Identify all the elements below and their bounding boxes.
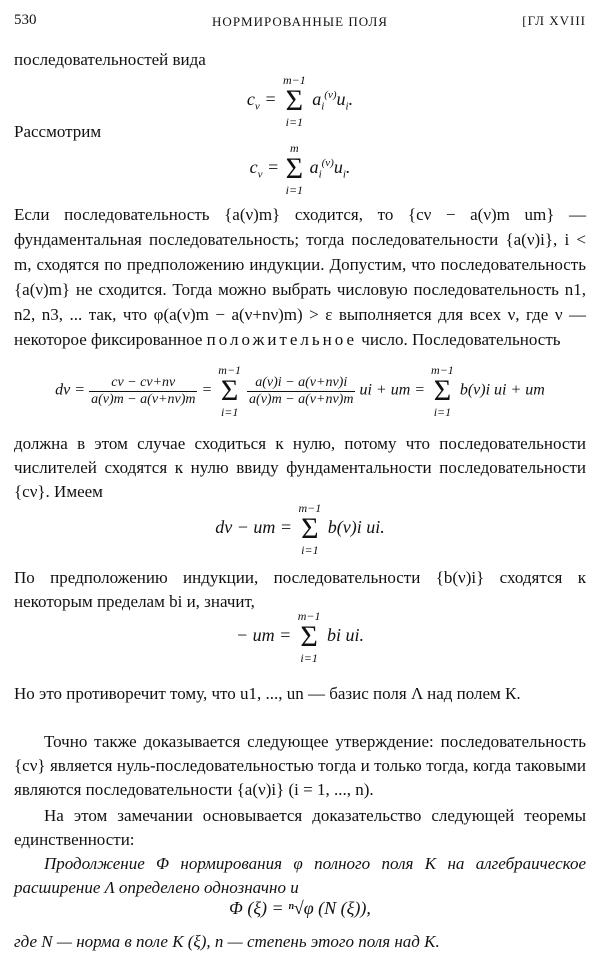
theorem-statement: Продолжение Φ нормирования φ полного поля К на алгебраическое расширение Λ определено однозначно и	[14, 854, 586, 897]
formula-5: − um = m−1 Σ i=1 bi ui.	[235, 609, 365, 665]
formula-4: dν − um = m−1 Σ i=1 b(ν)i ui.	[215, 501, 385, 557]
chapter-ref: [ГЛ XVIII	[522, 13, 586, 28]
running-title: НОРМИРОВАННЫЕ ПОЛЯ	[212, 14, 388, 29]
formula-1: $c_\nu$ = m−1 Σ i=1 $a_i^{(\nu)}u_i$.	[246, 73, 354, 129]
paragraph-10: где N — норма в поле К (ξ), n — степень этого поля над К.	[14, 932, 440, 951]
formula-6: Φ (ξ) = ⁿ√φ (N (ξ)),	[229, 898, 371, 918]
paragraph-3: Если последовательность {a(ν)m} сходится, то {cν − a(ν)m um} — фундаментальная последовательность; тогда последовательности {a(ν)i}, i < m, сходятся по предположению индукции. Допустим, что последовательность {a(ν)m} не сходится. Тогда можно выбрать числовую последовательность n1, n2, n3, ... так, что φ(a(ν)m − a(ν+nν)m) > ε выполняется для всех ν, где ν — некоторое фиксированное положительное число. Последовательность	[14, 205, 586, 349]
paragraph-8: На этом замечании основывается доказательство следующей теоремы единственности:	[14, 806, 586, 849]
paragraph-2: Рассмотрим	[14, 122, 102, 141]
paragraph-6: Но это противоречит тому, что u1, ..., un — базис поля Λ над полем К.	[14, 684, 521, 703]
page-header	[14, 12, 586, 34]
paragraph-5: По предположению индукции, последовательности {b(ν)i} сходятся к некоторым пределам bi и, значит,	[14, 568, 586, 611]
sum-symbol: m−1 Σ i=1	[282, 73, 306, 129]
sum-symbol: m Σ i=1	[285, 141, 304, 197]
paragraph-7: Точно также доказывается следующее утверждение: последовательность {cν} является нуль-последовательностью тогда и только тогда, когда таковыми являются последовательности {a(ν)i} (i = 1, ..., n).	[14, 732, 586, 799]
paragraph-1: последовательностей вида	[14, 50, 206, 69]
page-number: 530	[14, 12, 37, 28]
formula-3: dν = $\frac{c\nu - c\nu+n\nu}{a(\nu)m - a(\nu+n\nu)m}$ = m−1 Σ i=1 $\frac{a(\nu)i - a(\nu+n\nu)i}{a(\nu)m - a(\nu+n\nu)m}$ ui + um = m−1 Σ i=1 b(ν)i ui + um	[55, 363, 545, 419]
paragraph-4: должна в этом случае сходиться к нулю, потому что последовательности числителей сходятся к нулю ввиду фундаментальности последовательности {cν}. Имеем	[14, 434, 586, 501]
formula-2: $c_\nu$ = m Σ i=1 $a_i^{(\nu)}u_i$.	[249, 141, 351, 197]
